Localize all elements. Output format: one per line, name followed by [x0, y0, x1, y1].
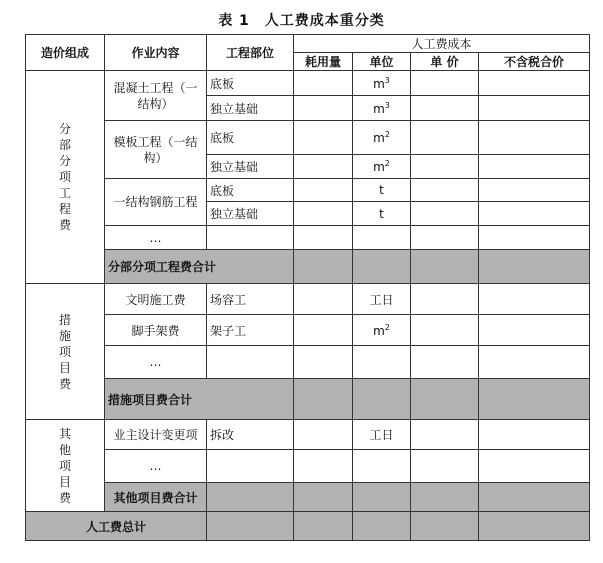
part-cell: 独立基础: [207, 202, 294, 226]
usage-cell: [294, 202, 353, 226]
work-cell: 混凝土工程（一结构）: [105, 71, 207, 121]
total-cell: [479, 202, 590, 226]
total-cell: [479, 96, 590, 121]
part-cell: 独立基础: [207, 155, 294, 179]
unit-cell: [353, 346, 411, 379]
part-cell: 底板: [207, 71, 294, 96]
part-cell: 架子工: [207, 315, 294, 346]
grand-total-label: 人工费总计: [26, 512, 207, 541]
table-row: [26, 346, 590, 379]
part-cell: 拆改: [207, 420, 294, 450]
unit-price-cell: [411, 155, 479, 179]
section-fenbu-label: 分 部 分 项 工 程 费: [26, 71, 105, 284]
table-row: [26, 450, 590, 483]
part-cell: [207, 346, 294, 379]
unit-cell: $m^3$: [353, 71, 411, 96]
total-cell: [479, 71, 590, 96]
unit-price-cell: [411, 315, 479, 346]
total-cell: [479, 179, 590, 202]
subtotal-label: 措施项目费合计: [105, 379, 294, 420]
usage-cell: [294, 226, 353, 250]
table-row: [26, 71, 590, 96]
total-cell: [479, 420, 590, 450]
labor-cost-table: [25, 34, 590, 541]
unit-price-cell: [411, 420, 479, 450]
total-cell: [479, 121, 590, 155]
work-cell: 脚手架费: [105, 315, 207, 346]
total-cell: [479, 450, 590, 483]
header-total: 不含税合价: [479, 53, 590, 71]
part-cell: 场容工: [207, 284, 294, 315]
usage-cell: [294, 420, 353, 450]
grand-total-row: [26, 512, 590, 541]
unit-price-cell: [411, 450, 479, 483]
unit-cell: $m^3$: [353, 96, 411, 121]
section-cuoshi-label: 措 施 项 目 费: [26, 284, 105, 420]
part-cell: [207, 226, 294, 250]
table-row: [26, 284, 590, 315]
part-cell: 底板: [207, 179, 294, 202]
usage-cell: [294, 284, 353, 315]
work-cell: …: [105, 450, 207, 483]
work-cell: …: [105, 226, 207, 250]
section-qita-label: 其 他 项 目 费: [26, 420, 105, 512]
unit-cell: $m^2$: [353, 155, 411, 179]
work-cell: 业主设计变更项: [105, 420, 207, 450]
unit-price-cell: [411, 284, 479, 315]
work-cell: 模板工程（一结构）: [105, 121, 207, 179]
usage-cell: [294, 96, 353, 121]
usage-cell: [294, 346, 353, 379]
header-unit-price: 单 价: [411, 53, 479, 71]
usage-cell: [294, 71, 353, 96]
subtotal-row-cuoshi: [26, 379, 590, 420]
subtotal-label: 其他项目费合计: [105, 483, 207, 512]
header-row-1: [26, 35, 590, 53]
unit-cell: [353, 450, 411, 483]
usage-cell: [294, 179, 353, 202]
header-unit: 单位: [353, 53, 411, 71]
work-cell: 一结构钢筋工程: [105, 179, 207, 226]
header-usage: 耗用量: [294, 53, 353, 71]
unit-price-cell: [411, 71, 479, 96]
table-row: [26, 179, 590, 202]
table-title: 表 1 人工费成本重分类: [218, 13, 385, 29]
unit-cell: t: [353, 179, 411, 202]
subtotal-row-qita: [26, 483, 590, 512]
usage-cell: [294, 155, 353, 179]
total-cell: [479, 155, 590, 179]
usage-cell: [294, 315, 353, 346]
total-cell: [479, 284, 590, 315]
unit-cell: $m^2$: [353, 315, 411, 346]
table-row: [26, 121, 590, 155]
total-cell: [479, 226, 590, 250]
subtotal-label: 分部分项工程费合计: [105, 250, 294, 284]
table-row: [26, 315, 590, 346]
unit-price-cell: [411, 226, 479, 250]
unit-price-cell: [411, 121, 479, 155]
header-part: 工程部位: [207, 35, 294, 71]
header-work: 作业内容: [105, 35, 207, 71]
table-row: [26, 420, 590, 450]
header-labor-cost: 人工费成本: [294, 35, 590, 53]
usage-cell: [294, 121, 353, 155]
work-cell: 文明施工费: [105, 284, 207, 315]
subtotal-row-fenbu: [26, 250, 590, 284]
unit-price-cell: [411, 96, 479, 121]
total-cell: [479, 346, 590, 379]
unit-cell: 工日: [353, 420, 411, 450]
unit-cell: 工日: [353, 284, 411, 315]
unit-price-cell: [411, 346, 479, 379]
work-cell: …: [105, 346, 207, 379]
part-cell: [207, 450, 294, 483]
part-cell: 独立基础: [207, 96, 294, 121]
unit-price-cell: [411, 202, 479, 226]
unit-cell: t: [353, 202, 411, 226]
header-group: 造价组成: [26, 35, 105, 71]
unit-price-cell: [411, 179, 479, 202]
total-cell: [479, 315, 590, 346]
table-row: [26, 226, 590, 250]
unit-cell: [353, 226, 411, 250]
unit-cell: $m^2$: [353, 121, 411, 155]
usage-cell: [294, 450, 353, 483]
part-cell: 底板: [207, 121, 294, 155]
